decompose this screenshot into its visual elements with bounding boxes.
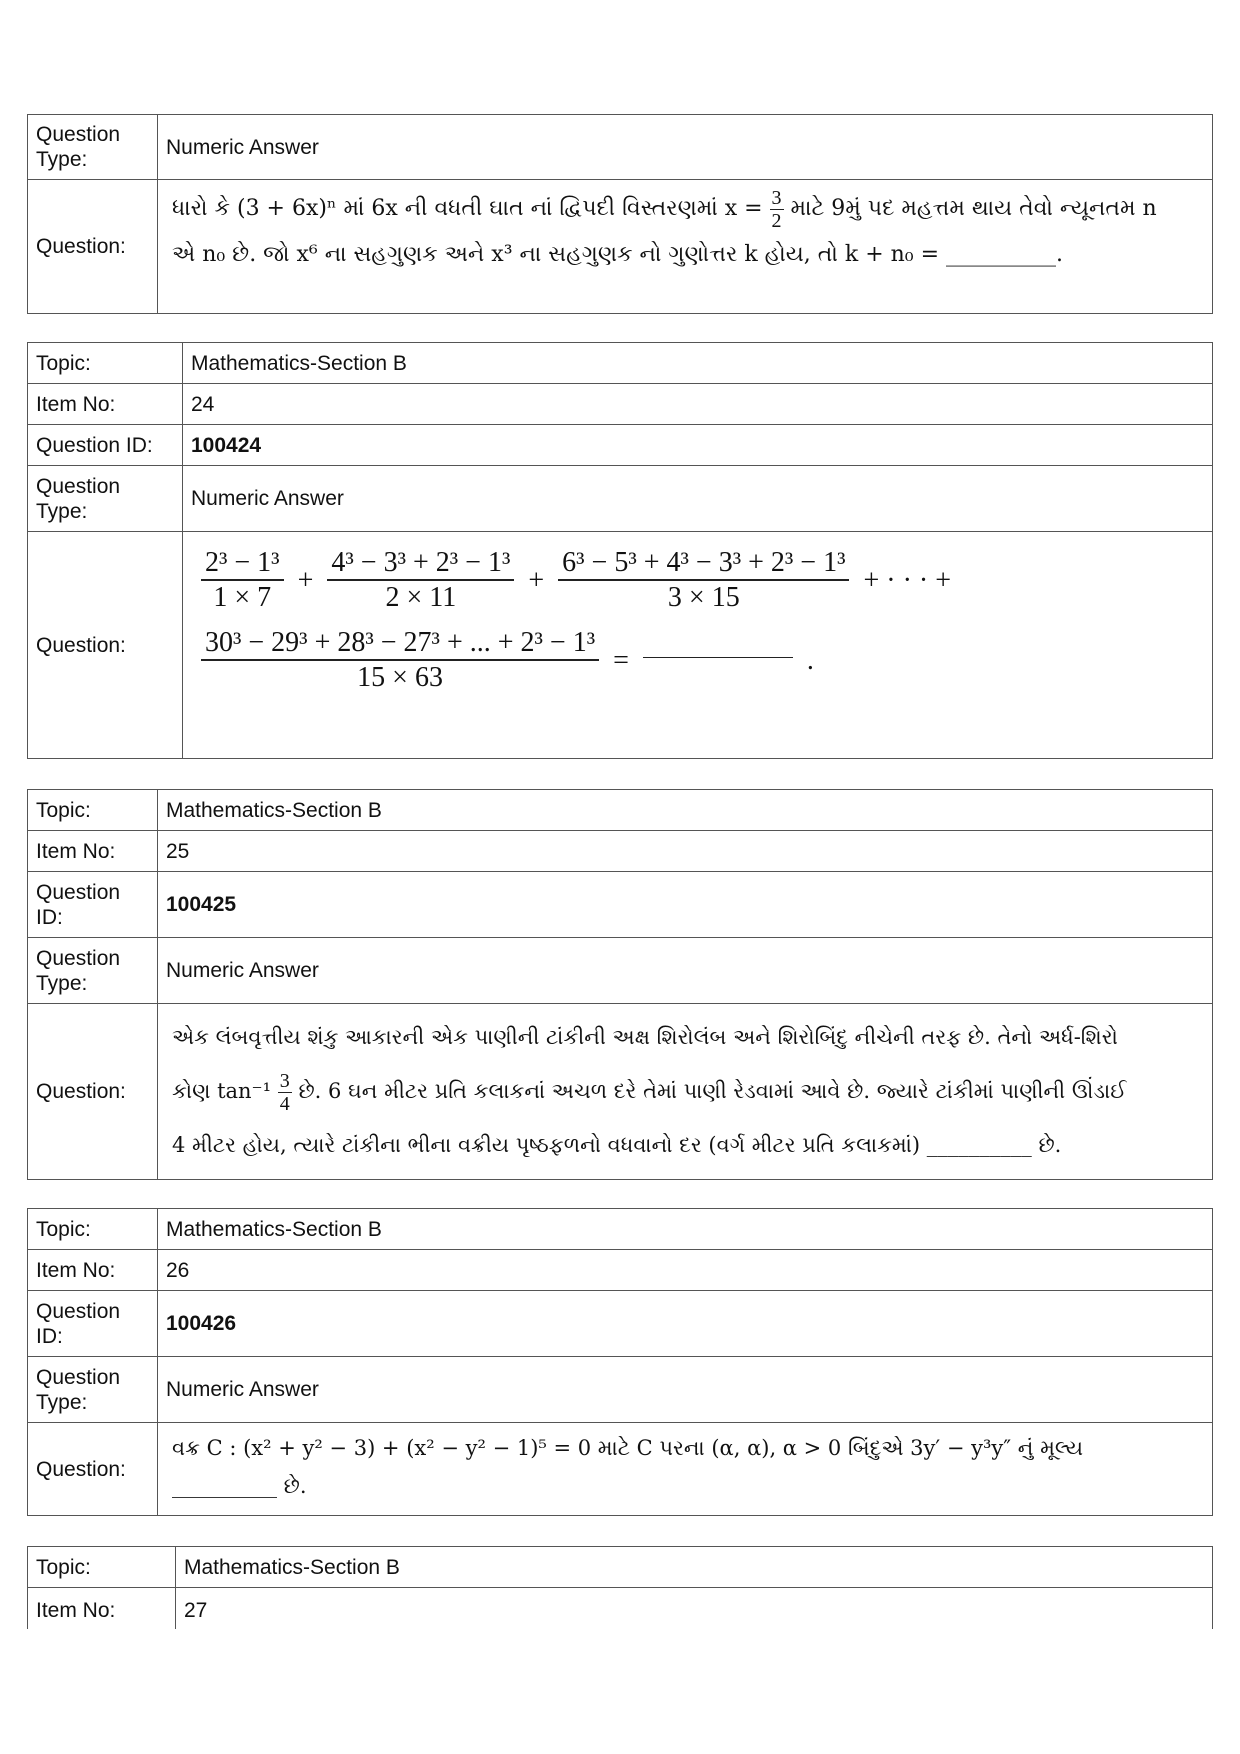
question-block-23 — [27, 114, 1213, 314]
item-row — [28, 831, 1212, 872]
topic-row — [28, 1209, 1212, 1250]
qid-row — [28, 1291, 1212, 1357]
qid-row — [28, 425, 1212, 466]
question-text — [158, 180, 1212, 313]
question-row — [28, 1423, 1212, 1516]
qtype-row — [28, 466, 1212, 532]
qtype-value: Numeric Answer — [166, 1378, 319, 1401]
topic-label: Topic: — [28, 1547, 176, 1587]
question-line-1: વક્ર C : (x² + y² − 3) + (x² − y² − 1)⁵ = 0 માટે C પરના (α, α), α > 0 બિંદુએ 3y′ − y³y″ નું મૂલ્ય — [172, 1436, 1084, 1460]
answer-blank — [643, 656, 793, 658]
fraction-1: $\frac{\text{2³ − 1³}}{1 \times 7}$ — [201, 550, 284, 610]
fraction: $\frac{3}{2}$ — [771, 186, 782, 232]
item-value: 27 — [184, 1599, 208, 1622]
item-value: 25 — [166, 839, 190, 863]
question-row — [28, 180, 1212, 314]
fraction-2: $\frac{\text{4³ − 3³ + 2³ − 1³}}{2 \times 11}$ — [327, 550, 514, 610]
topic-value: Mathematics-Section B — [166, 1217, 382, 1241]
item-label: Item No: — [28, 1250, 158, 1290]
topic-value: Mathematics-Section B — [166, 798, 382, 822]
question-line-1: ધારો કે (3 + 6x)ⁿ માં 6x ની વધતી ઘાત નાં દ્વિપદી વિસ્તરણમાં x = $\frac{3}{2}$ માટે 9મું પદ મહત્તમ થાય તેવો ન્યૂનતમ n — [172, 186, 1157, 232]
math-line-2: $\frac{\text{30³ − 29³ + 28³ − 27³ + ... + 2³ − 1³}}{15 \times 63}$ = . — [201, 630, 814, 690]
topic-row — [28, 1547, 1212, 1588]
question-label: Question: — [28, 180, 158, 313]
item-label: Item No: — [28, 384, 183, 424]
item-value: 26 — [166, 1258, 190, 1282]
qtype-row — [28, 938, 1212, 1004]
fraction: $\frac{3}{4}$ — [279, 1070, 290, 1115]
item-row — [28, 1588, 1212, 1629]
fraction-4: $\frac{\text{30³ − 29³ + 28³ − 27³ + ... + 2³ − 1³}}{15 \times 63}$ — [201, 630, 599, 690]
qtype-value: Numeric Answer — [166, 959, 319, 982]
question-line-2: __________ છે. — [172, 1474, 307, 1498]
topic-row — [28, 343, 1212, 384]
qtype-label: Question Type: — [28, 1357, 158, 1422]
qid-value: 100424 — [191, 433, 262, 457]
qid-label: Question ID: — [28, 425, 183, 465]
math-line-1: $\frac{\text{2³ − 1³}}{1 \times 7}$ + $\frac{\text{4³ − 3³ + 2³ − 1³}}{2 \times 11}$ + $\frac{\text{6³ − 5³ + 4³ − 3³ + 2³ − 1³}}{3 \times 15}$ + · · · + — [201, 550, 951, 610]
qtype-row — [28, 115, 1212, 180]
question-block-25 — [27, 789, 1213, 1180]
topic-label: Topic: — [28, 790, 158, 830]
qtype-row — [28, 1357, 1212, 1423]
topic-value: Mathematics-Section B — [184, 1555, 400, 1579]
qid-value: 100425 — [166, 893, 237, 916]
question-line-1: એક લંબવૃત્તીય શંકુ આકારની એક પાણીની ટાંકીની અક્ષ શિરોલંબ અને શિરોબિંદુ નીચેની તરફ છે. તેનો અર્ધ-શિરો — [172, 1025, 1118, 1049]
topic-value: Mathematics-Section B — [191, 351, 407, 375]
qid-row — [28, 872, 1212, 938]
question-row — [28, 1004, 1212, 1180]
item-label: Item No: — [28, 1588, 176, 1629]
question-line-2: એ n₀ છે. જો x⁶ ના સહગુણક અને x³ ના સહગુણક નો ગુણોત્તર k હોય, તો k + n₀ = __________. — [172, 242, 1064, 267]
question-block-26 — [27, 1208, 1213, 1516]
qtype-label: Question Type: — [28, 938, 158, 1003]
qtype-value: Numeric Answer — [191, 487, 344, 510]
item-label: Item No: — [28, 831, 158, 871]
qtype-label: Question Type: — [28, 115, 158, 179]
item-value: 24 — [191, 392, 215, 416]
item-row — [28, 384, 1212, 425]
topic-row — [28, 790, 1212, 831]
qid-value: 100426 — [166, 1312, 237, 1335]
question-label: Question: — [28, 1423, 158, 1515]
question-line-3: 4 મીટર હોય, ત્યારે ટાંકીના ભીના વક્રીય પૃષ્ઠફળનો વધવાનો દર (વર્ગ મીટર પ્રતિ કલાકમાં) __________ છે. — [172, 1133, 1062, 1157]
question-block-27 — [27, 1546, 1213, 1629]
topic-label: Topic: — [28, 343, 183, 383]
item-row — [28, 1250, 1212, 1291]
question-text — [158, 1423, 1212, 1515]
question-label: Question: — [28, 532, 183, 758]
question-text — [158, 1004, 1212, 1179]
topic-label: Topic: — [28, 1209, 158, 1249]
fraction-3: $\frac{\text{6³ − 5³ + 4³ − 3³ + 2³ − 1³}}{3 \times 15}$ — [558, 550, 849, 610]
qid-label: Question ID: — [28, 872, 158, 937]
qtype-label: Question Type: — [28, 466, 183, 531]
qtype-value: Numeric Answer — [166, 135, 319, 159]
question-line-2: કોણ tan⁻¹ $\frac{3}{4}$ છે. 6 ઘન મીટર પ્રતિ કલાકનાં અચળ દરે તેમાં પાણી રેડવામાં આવે છે. જ્યારે ટાંકીમાં પાણીની ઊંડાઈ — [172, 1070, 1127, 1115]
question-block-24 — [27, 342, 1213, 759]
question-math — [183, 532, 1212, 758]
question-label: Question: — [28, 1004, 158, 1179]
question-row — [28, 532, 1212, 759]
qid-label: Question ID: — [28, 1291, 158, 1356]
